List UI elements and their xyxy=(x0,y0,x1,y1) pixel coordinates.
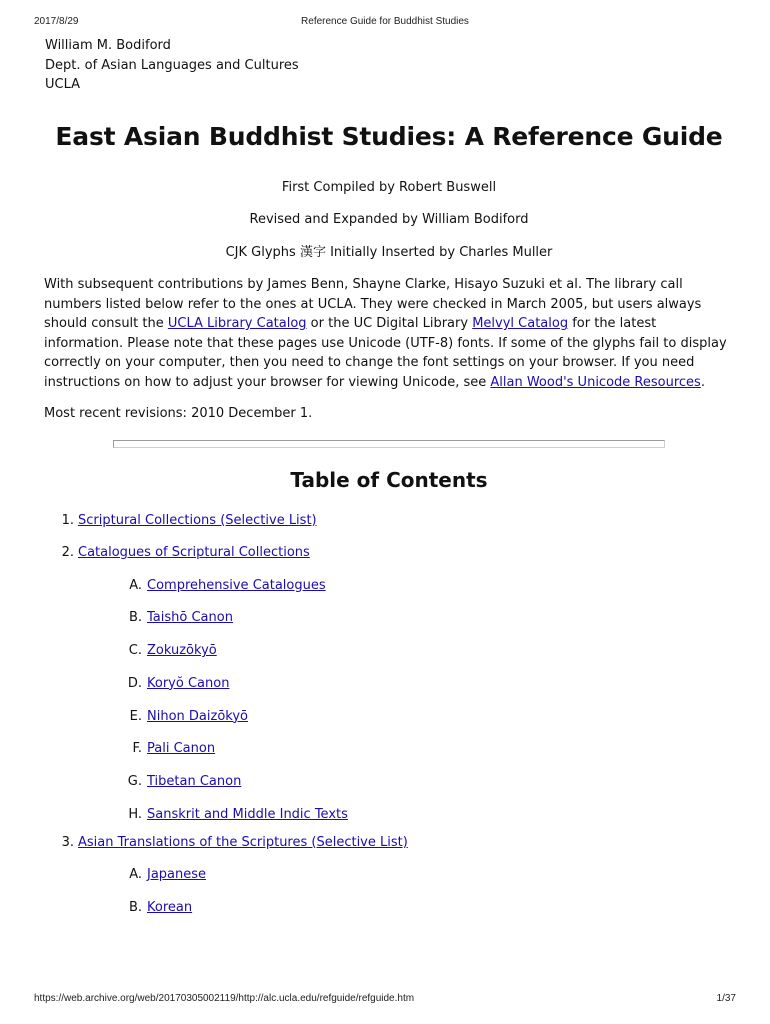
author-department: Dept. of Asian Languages and Cultures xyxy=(45,57,299,73)
toc-link-zokuzokyo[interactable]: Zokuzōkyō xyxy=(147,643,217,659)
toc-subitem xyxy=(78,674,734,694)
toc-letter: G. xyxy=(127,774,142,790)
recent-revisions: Most recent revisions: 2010 December 1. xyxy=(44,406,313,421)
unicode-resources-link[interactable]: Allan Wood's Unicode Resources xyxy=(490,374,701,390)
toc-letter: B. xyxy=(128,899,142,915)
print-page-number: 1/37 xyxy=(716,993,736,1004)
toc-link-pali-canon[interactable]: Pali Canon xyxy=(147,741,216,757)
author-name: William M. Bodiford xyxy=(45,38,171,53)
toc-letter: E. xyxy=(129,708,142,724)
toc-heading: Table of Contents xyxy=(290,467,488,492)
ucla-library-catalog-link[interactable]: UCLA Library Catalog xyxy=(167,316,307,331)
toc-link-tibetan-canon[interactable]: Tibetan Canon xyxy=(147,774,242,790)
toc-item-catalogues xyxy=(44,543,734,825)
toc-link-comprehensive-catalogues[interactable]: Comprehensive Catalogues xyxy=(147,577,326,593)
toc-link-japanese[interactable]: Japanese xyxy=(147,867,207,883)
toc-subitem xyxy=(78,608,734,628)
print-url: https://web.archive.org/web/20170305002119/http://alc.ucla.edu/refguide/refguide.htm xyxy=(34,993,415,1004)
intro-text-3: for the latest information. Please note that these pages use Unicode (UTF-8) fonts. If some of the glyphs fail to display correctly on your computer, then you need to change the font settings on your browser. If you need instructions on how to adjust your browser for viewing Unicode, see xyxy=(44,316,727,390)
print-header xyxy=(34,16,736,32)
toc-link-asian-translations[interactable]: Asian Translations of the Scriptures (Selective List) xyxy=(78,834,408,850)
author-school: UCLA xyxy=(45,77,81,92)
intro-text-1: With subsequent contributions by James Benn, Shayne Clarke, Hisayo Suzuki et al. The library call numbers listed below refer to the ones at UCLA. They were checked in March 2005, but users always should consult the xyxy=(44,277,702,331)
toc-subitem xyxy=(78,805,734,825)
toc-item-scriptural-collections xyxy=(44,511,734,531)
table-of-contents xyxy=(44,511,734,918)
page-title: East Asian Buddhist Studies: A Reference Guide xyxy=(55,121,723,151)
toc-letter: H. xyxy=(128,807,142,823)
credit-cjk: CJK Glyphs 漢字 Initially Inserted by Charles Muller xyxy=(225,244,553,260)
intro-text-2: or the UC Digital Library xyxy=(306,316,473,331)
melvyl-catalog-link[interactable]: Melvyl Catalog xyxy=(472,316,569,331)
document-content xyxy=(44,36,734,930)
credit-revised: Revised and Expanded by William Bodiford xyxy=(249,212,529,227)
toc-number: 1. xyxy=(61,512,74,528)
print-date: 2017/8/29 xyxy=(34,16,79,27)
author-block xyxy=(45,36,734,95)
toc-link-catalogues[interactable]: Catalogues of Scriptural Collections xyxy=(78,545,310,560)
toc-subitem xyxy=(78,898,734,918)
toc-letter: B. xyxy=(128,610,142,626)
toc-sublist-translations xyxy=(78,865,734,917)
print-page-title: Reference Guide for Buddhist Studies xyxy=(301,16,469,27)
toc-link-scriptural-collections[interactable]: Scriptural Collections (Selective List) xyxy=(78,512,317,528)
toc-link-taisho-canon[interactable]: Taishō Canon xyxy=(147,610,233,626)
toc-subitem xyxy=(78,772,734,792)
toc-link-koryo-canon[interactable]: Koryŏ Canon xyxy=(147,675,230,691)
toc-subitem xyxy=(78,739,734,759)
toc-letter: A. xyxy=(129,577,142,593)
toc-link-sanskrit-middle-indic[interactable]: Sanskrit and Middle Indic Texts xyxy=(147,807,348,823)
toc-subitem xyxy=(78,707,734,727)
toc-subitem xyxy=(78,641,734,661)
intro-paragraph xyxy=(44,275,734,392)
toc-letter: D. xyxy=(127,675,142,691)
credit-compiled: First Compiled by Robert Buswell xyxy=(281,179,497,195)
toc-sublist-catalogues xyxy=(78,576,734,825)
toc-subitem xyxy=(78,576,734,596)
intro-text-4: . xyxy=(700,374,705,390)
print-footer xyxy=(34,993,736,1009)
horizontal-rule xyxy=(113,440,665,448)
toc-number: 3. xyxy=(61,834,74,850)
toc-link-korean[interactable]: Korean xyxy=(147,899,193,915)
toc-letter: C. xyxy=(128,643,142,659)
toc-link-nihon-daizokyo[interactable]: Nihon Daizōkyō xyxy=(147,708,248,724)
toc-letter: A. xyxy=(129,867,142,883)
toc-item-asian-translations xyxy=(44,833,734,918)
toc-letter: F. xyxy=(132,741,142,757)
toc-number: 2. xyxy=(61,545,74,560)
toc-subitem xyxy=(78,865,734,885)
